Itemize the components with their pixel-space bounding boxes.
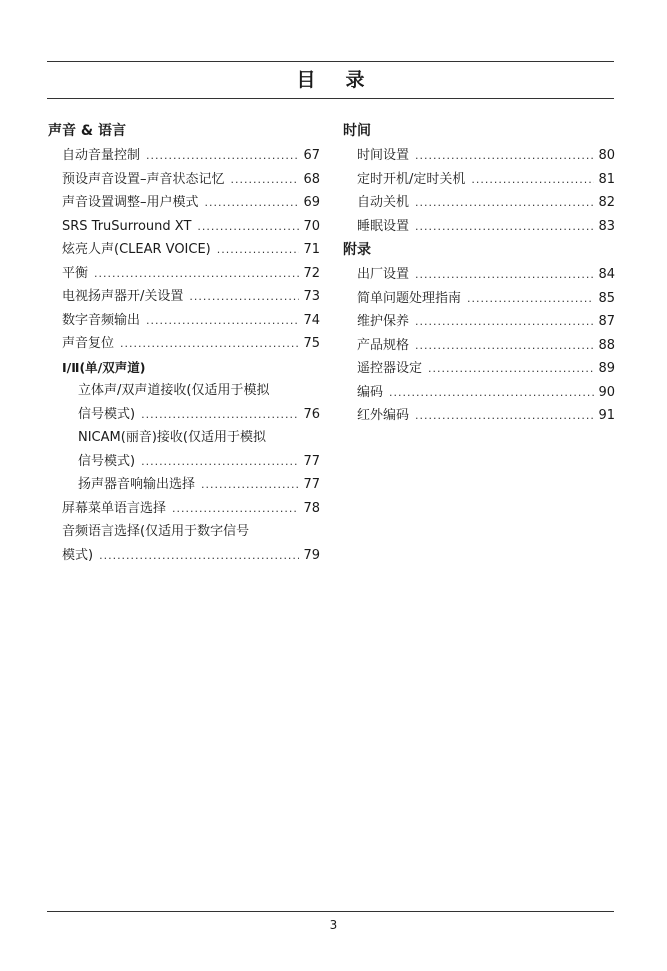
toc-entry-page: 88 — [598, 337, 615, 353]
toc-entry[interactable] — [343, 215, 615, 239]
toc-entry-page: 85 — [598, 290, 615, 306]
toc-entry-label: 遥控器设定 — [357, 361, 423, 376]
toc-entry[interactable] — [343, 404, 615, 428]
toc-entry-page: 81 — [598, 171, 615, 187]
toc-entry[interactable] — [343, 334, 615, 358]
toc-entry[interactable] — [48, 285, 320, 309]
toc-entry-label: 预设声音设置–声音状态记忆 — [62, 171, 225, 187]
toc-entry-label: 平衡 — [62, 265, 89, 281]
toc-left-column — [48, 119, 320, 567]
toc-entry-page: 82 — [598, 195, 615, 210]
toc-entry-page: 75 — [303, 336, 320, 351]
leader-dots — [99, 544, 299, 568]
toc-entry-page: 87 — [598, 314, 615, 329]
toc-entry[interactable] — [48, 262, 320, 286]
toc-entry-page: 90 — [598, 384, 615, 400]
footer-rule — [47, 911, 614, 912]
toc-entry-page: 77 — [303, 477, 320, 492]
leader-dots — [231, 168, 300, 192]
toc-entry-label: 红外编码 — [357, 408, 410, 423]
page-number: 3 — [329, 918, 338, 932]
leader-dots — [415, 215, 594, 239]
leader-dots — [217, 238, 300, 262]
leader-dots — [415, 404, 594, 428]
leader-dots — [471, 168, 594, 192]
toc-entry[interactable] — [48, 332, 320, 356]
leader-dots — [205, 191, 300, 215]
leader-dots — [415, 144, 594, 168]
toc-entry[interactable] — [48, 497, 320, 521]
page-title — [47, 63, 614, 97]
toc-entry-page: 74 — [303, 312, 320, 328]
page-title-part2: 录 — [345, 69, 365, 91]
toc-entry[interactable] — [48, 144, 320, 168]
leader-dots — [146, 309, 299, 333]
toc-entry-page: 69 — [303, 195, 320, 210]
leader-dots — [141, 403, 299, 427]
toc-entry-label: 自动关机 — [357, 195, 410, 210]
toc-entry[interactable] — [48, 191, 320, 215]
toc-entry[interactable] — [48, 403, 320, 427]
toc-entry-line1[interactable]: 音频语言选择(仅适用于数字信号 — [62, 524, 250, 539]
title-underline — [47, 98, 614, 99]
toc-entry-label: 声音复位 — [62, 336, 115, 351]
toc-entry[interactable] — [48, 450, 320, 474]
leader-dots — [415, 334, 594, 358]
toc-entry-page: 89 — [598, 361, 615, 376]
sub-heading-mono-dual: Ⅰ/Ⅱ(单/双声道) — [62, 359, 146, 375]
toc-entry-label: 出厂设置 — [357, 267, 410, 282]
toc-entry-label: 声音设置调整–用户模式 — [62, 195, 199, 210]
toc-entry-label: 数字音频输出 — [62, 312, 141, 328]
toc-entry[interactable] — [343, 263, 615, 287]
leader-dots — [201, 473, 299, 497]
leader-dots — [172, 497, 299, 521]
toc-entry-page: 68 — [303, 171, 320, 187]
toc-entry-page: 70 — [303, 218, 320, 234]
toc-entry[interactable] — [343, 144, 615, 168]
leader-dots — [146, 144, 299, 168]
toc-entry-page: 73 — [303, 289, 320, 304]
toc-entry-page: 83 — [598, 218, 615, 234]
toc-entry-label: 扬声器音响输出选择 — [78, 477, 196, 492]
toc-entry-label: 维护保养 — [357, 314, 410, 329]
toc-entry-label: 信号模式) — [78, 453, 136, 469]
leader-dots — [189, 285, 299, 309]
toc-entry-line1[interactable]: 立体声/双声道接收(仅适用于模拟 — [78, 383, 270, 398]
toc-entry-label: SRS TruSurround XT — [62, 218, 192, 234]
toc-entry-page: 76 — [303, 406, 320, 422]
toc-entry-label: 自动音量控制 — [62, 148, 141, 163]
toc-entry[interactable] — [343, 191, 615, 215]
toc-entry[interactable] — [48, 238, 320, 262]
toc-entry-page: 71 — [303, 242, 320, 257]
leader-dots — [94, 262, 299, 286]
toc-entry-page: 67 — [303, 148, 320, 163]
toc-entry-label: 定时开机/定时关机 — [357, 171, 466, 187]
toc-entry-label: 时间设置 — [357, 148, 410, 163]
leader-dots — [467, 287, 594, 311]
toc-entry-label: 信号模式) — [78, 406, 136, 422]
toc-entry-label: 炫亮人声(CLEAR VOICE) — [62, 242, 211, 257]
toc-entry-page: 84 — [598, 267, 615, 282]
toc-entry-page: 77 — [303, 453, 320, 469]
toc-entry-label: 电视扬声器开/关设置 — [62, 289, 184, 304]
section-heading-appendix: 附录 — [343, 242, 371, 258]
toc-entry-label: 编码 — [357, 384, 384, 400]
toc-entry-label: 屏幕菜单语言选择 — [62, 500, 167, 516]
toc-entry[interactable] — [343, 310, 615, 334]
toc-entry-label: 模式) — [62, 547, 94, 563]
leader-dots — [120, 332, 299, 356]
toc-entry[interactable] — [48, 168, 320, 192]
toc-entry-page: 78 — [303, 500, 320, 516]
leader-dots — [415, 310, 594, 334]
toc-entry[interactable] — [48, 309, 320, 333]
page-title-part1: 目 — [296, 69, 316, 91]
toc-entry[interactable] — [343, 381, 615, 405]
leader-dots — [389, 381, 594, 405]
section-heading-sound-language: 声音 & 语言 — [48, 123, 126, 139]
toc-entry-label: 产品规格 — [357, 337, 410, 353]
toc-right-column — [343, 119, 615, 428]
leader-dots — [197, 215, 299, 239]
toc-entry[interactable] — [343, 357, 615, 381]
toc-entry-page: 80 — [598, 148, 615, 163]
toc-entry-label: 简单问题处理指南 — [357, 290, 462, 306]
toc-entry[interactable] — [48, 473, 320, 497]
toc-entry-page: 79 — [303, 547, 320, 563]
toc-entry-label: 睡眠设置 — [357, 218, 410, 234]
toc-entry[interactable] — [48, 544, 320, 568]
toc-entry-line1[interactable]: NICAM(丽音)接收(仅适用于模拟 — [78, 430, 266, 445]
toc-entry[interactable] — [48, 215, 320, 239]
toc-entry-page: 72 — [303, 265, 320, 281]
leader-dots — [428, 357, 594, 381]
top-rule — [47, 61, 614, 62]
section-heading-time: 时间 — [343, 123, 371, 139]
toc-entry[interactable] — [343, 168, 615, 192]
leader-dots — [141, 450, 299, 474]
leader-dots — [415, 263, 594, 287]
toc-entry[interactable] — [343, 287, 615, 311]
leader-dots — [415, 191, 594, 215]
toc-entry-page: 91 — [598, 408, 615, 423]
